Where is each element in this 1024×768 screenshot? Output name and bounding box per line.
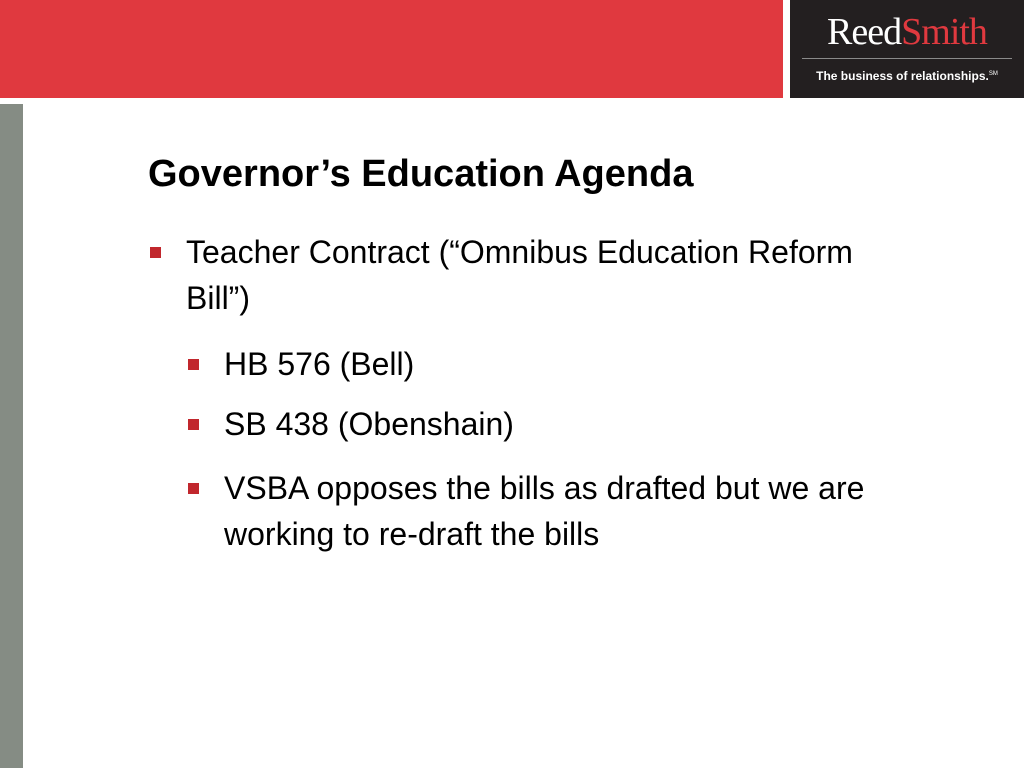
- logo-tagline-text: The business of relationships.: [816, 69, 989, 83]
- side-accent-bar: [0, 104, 23, 768]
- square-bullet-icon: [188, 483, 199, 494]
- logo-smith: Smith: [901, 11, 987, 53]
- logo-divider: [802, 58, 1012, 59]
- square-bullet-icon: [150, 247, 161, 258]
- bullet-item-sb-438: [186, 401, 986, 447]
- bullet-item-hb-576: [186, 341, 986, 387]
- bullet-item-teacher-contract: [148, 229, 908, 321]
- square-bullet-icon: [188, 419, 199, 430]
- bullet-text: VSBA opposes the bills as drafted but we are working to re-draft the bills: [224, 470, 865, 552]
- reed-smith-logo: [790, 0, 1024, 98]
- logo-service-mark: SM: [988, 71, 998, 77]
- header-gap: [783, 0, 790, 98]
- bullet-text: HB 576 (Bell): [224, 346, 415, 382]
- slide-title: Governor’s Education Agenda: [148, 153, 694, 195]
- bullet-text: SB 438 (Obenshain): [224, 406, 514, 442]
- bullet-item-vsba-position: [186, 465, 966, 557]
- logo-tagline: [790, 66, 1024, 84]
- logo-wordmark: [790, 10, 1024, 54]
- header-band: [0, 0, 783, 98]
- bullet-text: Teacher Contract (“Omnibus Education Reform Bill”): [186, 234, 853, 316]
- logo-reed: Reed: [827, 11, 902, 53]
- square-bullet-icon: [188, 359, 199, 370]
